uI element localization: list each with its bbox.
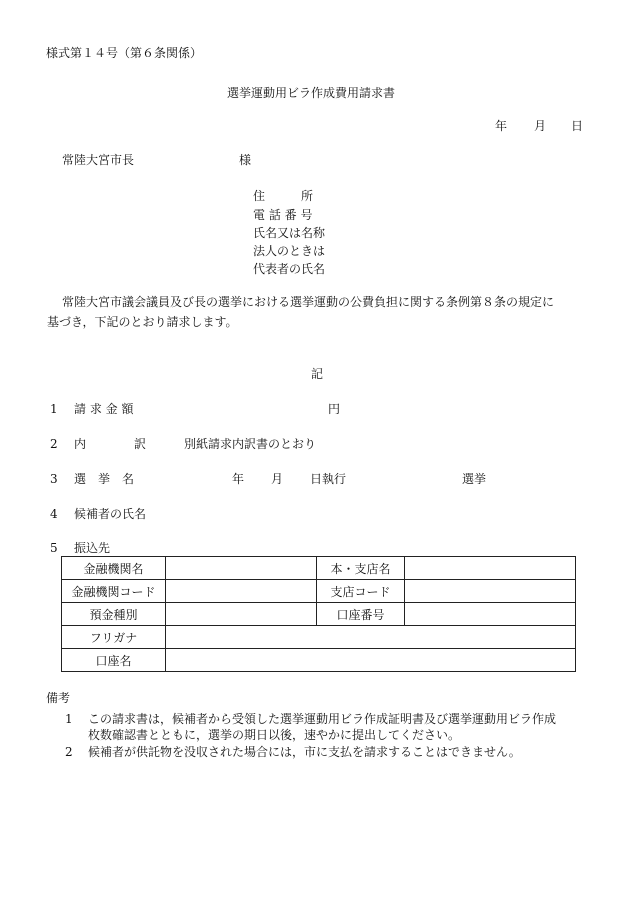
furigana-label: フリガナ (62, 626, 166, 649)
item-2-value: 別紙請求内訳書のとおり (184, 437, 317, 451)
note-1-line-2: 枚数確認書とともに，選挙の期日以後，速やかに提出してください。 (88, 728, 461, 742)
account-name-label: 口座名 (62, 649, 166, 672)
item-3-label: 選 挙 名 (74, 472, 135, 486)
item-2-label-b: 訳 (134, 437, 147, 451)
addressee-name: 常陸大宮市長 (62, 153, 135, 167)
item-4-label: 候補者の氏名 (74, 507, 147, 521)
item-1-number: 1 (50, 402, 58, 416)
item-3-year: 年 (232, 472, 245, 486)
bank-name-field[interactable] (166, 557, 317, 580)
date-day: 日 (571, 119, 584, 133)
account-name-field[interactable] (166, 649, 576, 672)
claimant-corp-label: 法人のときは (253, 244, 326, 258)
deposit-type-field[interactable] (166, 603, 317, 626)
form-number: 様式第１４号（第６条関係） (46, 46, 203, 60)
deposit-type-label: 預金種別 (62, 603, 166, 626)
table-row (62, 557, 576, 580)
item-3-day-exec: 日執行 (310, 472, 347, 486)
addressee-honorific: 様 (239, 153, 252, 167)
document-title: 選挙運動用ビラ作成費用請求書 (227, 86, 396, 100)
item-5-label: 振込先 (74, 541, 111, 555)
item-3-suffix: 選挙 (462, 472, 487, 486)
claimant-rep-label: 代表者の氏名 (253, 262, 326, 276)
item-4-number: 4 (50, 507, 58, 521)
claimant-phone-label: 電 話 番 号 (253, 208, 313, 222)
ki-heading: 記 (311, 367, 324, 381)
table-row (62, 649, 576, 672)
item-2-label-a: 内 (74, 437, 87, 451)
date-month: 月 (534, 119, 547, 133)
item-1-label: 請 求 金 額 (74, 402, 134, 416)
item-5-number: 5 (50, 541, 58, 555)
bank-code-field[interactable] (166, 580, 317, 603)
note-2-number: 2 (65, 745, 73, 759)
note-1-line-1: この請求書は，候補者から受領した選挙運動用ビラ作成証明書及び選挙運動用ビラ作成 (88, 712, 557, 726)
table-row (62, 626, 576, 649)
account-number-field[interactable] (405, 603, 576, 626)
bank-name-label: 金融機関名 (62, 557, 166, 580)
date-year: 年 (495, 119, 508, 133)
branch-name-field[interactable] (405, 557, 576, 580)
item-3-number: 3 (50, 472, 58, 486)
item-3-month: 月 (271, 472, 284, 486)
intro-line-1: 常陸大宮市議会議員及び長の選挙における選挙運動の公費負担に関する条例第８条の規定に (62, 295, 555, 309)
note-1-number: 1 (65, 712, 73, 726)
account-number-label: 口座番号 (317, 603, 405, 626)
table-row (62, 580, 576, 603)
item-2-number: 2 (50, 437, 58, 451)
bank-transfer-table (61, 556, 576, 672)
bank-code-label: 金融機関コード (62, 580, 166, 603)
note-2-text: 候補者が供託物を没収された場合には，市に支払を請求することはできません。 (88, 745, 521, 759)
intro-line-2: 基づき，下記のとおり請求します。 (47, 315, 238, 329)
claimant-name-label: 氏名又は名称 (253, 226, 326, 240)
table-row (62, 603, 576, 626)
furigana-field[interactable] (166, 626, 576, 649)
notes-heading: 備考 (46, 691, 71, 705)
branch-code-field[interactable] (405, 580, 576, 603)
claimant-address-label: 住 所 (253, 189, 314, 203)
branch-code-label: 支店コード (317, 580, 405, 603)
item-1-unit: 円 (328, 402, 341, 416)
branch-name-label: 本・支店名 (317, 557, 405, 580)
